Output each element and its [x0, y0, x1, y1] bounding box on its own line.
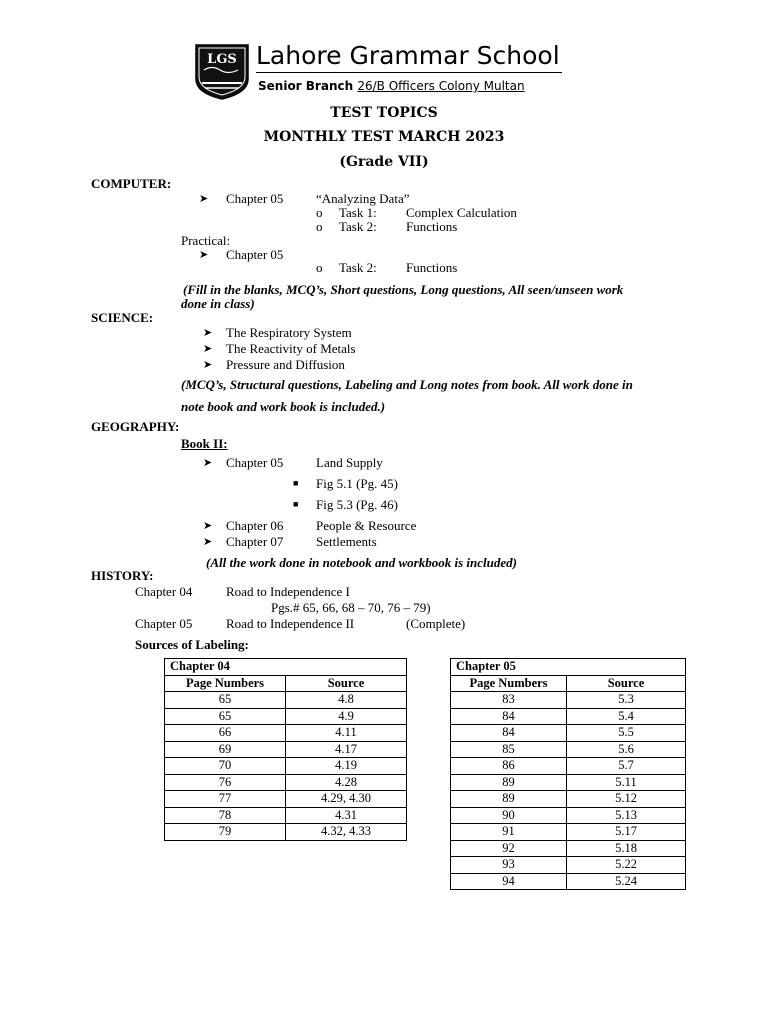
computer-practical: Practical: — [181, 233, 231, 248]
computer-task1-label: Task 1: — [339, 205, 377, 220]
source-cell: 4.8 — [286, 692, 407, 709]
source-cell: 4.28 — [286, 774, 407, 791]
history-ch05-title: Road to Independence II — [226, 616, 355, 631]
bullet-arrow-icon: ➤ — [199, 193, 209, 205]
table-row — [451, 857, 686, 874]
branch-line — [258, 78, 525, 94]
science-heading: SCIENCE: — [91, 310, 154, 325]
source-cell: 5.18 — [567, 840, 686, 857]
computer-task2: Functions — [406, 219, 458, 234]
bullet-arrow-icon: ➤ — [203, 327, 213, 339]
column-header-source: Source — [286, 675, 407, 692]
source-cell: 4.32, 4.33 — [286, 824, 407, 841]
page-number-cell: 90 — [451, 807, 567, 824]
table-row — [451, 791, 686, 808]
table-row — [165, 758, 407, 775]
bullet-arrow-icon: ➤ — [203, 536, 213, 548]
history-ch04-title: Road to Independence I — [226, 584, 350, 599]
source-cell: 4.17 — [286, 741, 407, 758]
title-test-topics: TEST TOPICS — [330, 105, 438, 121]
source-cell: 5.6 — [567, 741, 686, 758]
page-number-cell: 77 — [165, 791, 286, 808]
page-number-cell: 84 — [451, 725, 567, 742]
table-row — [451, 741, 686, 758]
square-bullet-icon: ■ — [293, 478, 299, 488]
source-cell: 5.22 — [567, 857, 686, 874]
source-cell: 5.3 — [567, 692, 686, 709]
history-ch05-note: (Complete) — [406, 616, 466, 631]
page-number-cell: 91 — [451, 824, 567, 841]
geography-ch07: Chapter 07 — [226, 534, 284, 549]
history-ch04-pages: Pgs.# 65, 66, 68 – 70, 76 – 79) — [271, 600, 431, 615]
source-cell: 5.11 — [567, 774, 686, 791]
table-row — [165, 807, 407, 824]
circle-bullet-icon: o — [316, 219, 323, 234]
bullet-arrow-icon: ➤ — [203, 520, 213, 532]
table-row — [451, 824, 686, 841]
computer-chapter-title: “Analyzing Data” — [316, 191, 410, 206]
geography-heading: GEOGRAPHY: — [91, 419, 180, 434]
history-ch04: Chapter 04 — [135, 584, 193, 599]
computer-practical-task-label: Task 2: — [339, 260, 377, 275]
computer-note-line1: (Fill in the blanks, MCQ’s, Short questions, Long questions, All seen/unseen work — [183, 282, 624, 297]
table-row — [165, 774, 407, 791]
history-heading: HISTORY: — [91, 568, 154, 583]
table-title-row — [451, 659, 686, 676]
table-chapter-04 — [164, 658, 407, 841]
table-row — [165, 708, 407, 725]
page-number-cell: 70 — [165, 758, 286, 775]
table-row — [165, 692, 407, 709]
page-number-cell: 94 — [451, 873, 567, 890]
computer-practical-chapter: Chapter 05 — [226, 247, 284, 262]
computer-chapter: Chapter 05 — [226, 191, 284, 206]
science-item-3: Pressure and Diffusion — [226, 357, 345, 372]
source-cell: 5.7 — [567, 758, 686, 775]
circle-bullet-icon: o — [316, 205, 323, 220]
geography-fig2: Fig 5.3 (Pg. 46) — [316, 497, 398, 512]
page-number-cell: 89 — [451, 774, 567, 791]
source-cell: 5.5 — [567, 725, 686, 742]
source-cell: 4.9 — [286, 708, 407, 725]
page-number-cell: 76 — [165, 774, 286, 791]
bullet-arrow-icon: ➤ — [203, 343, 213, 355]
page-number-cell: 85 — [451, 741, 567, 758]
science-item-2: The Reactivity of Metals — [226, 341, 356, 356]
table-row — [165, 725, 407, 742]
column-header-source: Source — [567, 675, 686, 692]
title-monthly-test: MONTHLY TEST MARCH 2023 — [263, 129, 505, 145]
source-cell: 5.13 — [567, 807, 686, 824]
page-number-cell: 78 — [165, 807, 286, 824]
source-cell: 5.4 — [567, 708, 686, 725]
circle-bullet-icon: o — [316, 260, 323, 275]
page-number-cell: 93 — [451, 857, 567, 874]
geography-note: (All the work done in notebook and workbook is included) — [206, 555, 517, 570]
source-cell: 5.17 — [567, 824, 686, 841]
geography-fig1: Fig 5.1 (Pg. 45) — [316, 476, 398, 491]
geography-ch07-title: Settlements — [316, 534, 377, 549]
page-number-cell: 83 — [451, 692, 567, 709]
table-row — [451, 708, 686, 725]
bullet-arrow-icon: ➤ — [199, 249, 209, 261]
table-row — [165, 791, 407, 808]
school-logo — [194, 43, 250, 101]
page-number-cell: 92 — [451, 840, 567, 857]
table-row — [165, 824, 407, 841]
table-title-row — [165, 659, 407, 676]
table-header-row — [165, 675, 407, 692]
page-number-cell: 66 — [165, 725, 286, 742]
page-number-cell: 65 — [165, 708, 286, 725]
source-cell: 5.12 — [567, 791, 686, 808]
source-cell: 4.29, 4.30 — [286, 791, 407, 808]
page-number-cell: 84 — [451, 708, 567, 725]
science-item-1: The Respiratory System — [226, 325, 352, 340]
source-cell: 4.31 — [286, 807, 407, 824]
branch-label: Senior Branch — [258, 79, 354, 93]
logo-letters: LGS — [207, 52, 237, 67]
page-number-cell: 89 — [451, 791, 567, 808]
page-number-cell: 86 — [451, 758, 567, 775]
page-number-cell: 79 — [165, 824, 286, 841]
table-title: Chapter 04 — [165, 659, 407, 676]
title-grade: (Grade VII) — [339, 154, 429, 170]
bullet-arrow-icon: ➤ — [203, 457, 213, 469]
sources-label: Sources of Labeling: — [135, 637, 249, 652]
table-row — [451, 840, 686, 857]
branch-address: 26/B Officers Colony Multan — [357, 79, 525, 93]
table-title: Chapter 05 — [451, 659, 686, 676]
computer-task1: Complex Calculation — [406, 205, 517, 220]
table-header-row — [451, 675, 686, 692]
computer-task2-label: Task 2: — [339, 219, 377, 234]
table-chapter-05 — [450, 658, 686, 890]
table-row — [165, 741, 407, 758]
table-row — [451, 807, 686, 824]
computer-practical-task: Functions — [406, 260, 458, 275]
geography-ch06: Chapter 06 — [226, 518, 284, 533]
source-cell: 4.19 — [286, 758, 407, 775]
science-note-line1: (MCQ’s, Structural questions, Labeling and Long notes from book. All work done in — [181, 377, 633, 392]
school-name: Lahore Grammar School — [256, 40, 562, 73]
geography-ch06-title: People & Resource — [316, 518, 417, 533]
column-header-page-numbers: Page Numbers — [451, 675, 567, 692]
table-row — [451, 774, 686, 791]
computer-heading: COMPUTER: — [91, 176, 172, 191]
science-note-line2: note book and work book is included.) — [181, 399, 386, 414]
table-row — [451, 692, 686, 709]
square-bullet-icon: ■ — [293, 499, 299, 509]
table-row — [451, 758, 686, 775]
column-header-page-numbers: Page Numbers — [165, 675, 286, 692]
table-row — [451, 873, 686, 890]
page-number-cell: 69 — [165, 741, 286, 758]
geography-ch05: Chapter 05 — [226, 455, 284, 470]
computer-note-line2: done in class) — [181, 296, 255, 311]
history-ch05: Chapter 05 — [135, 616, 193, 631]
table-row — [451, 725, 686, 742]
geography-book: Book II: — [181, 436, 228, 451]
page-number-cell: 65 — [165, 692, 286, 709]
bullet-arrow-icon: ➤ — [203, 359, 213, 371]
source-cell: 4.11 — [286, 725, 407, 742]
source-cell: 5.24 — [567, 873, 686, 890]
geography-ch05-title: Land Supply — [316, 455, 383, 470]
